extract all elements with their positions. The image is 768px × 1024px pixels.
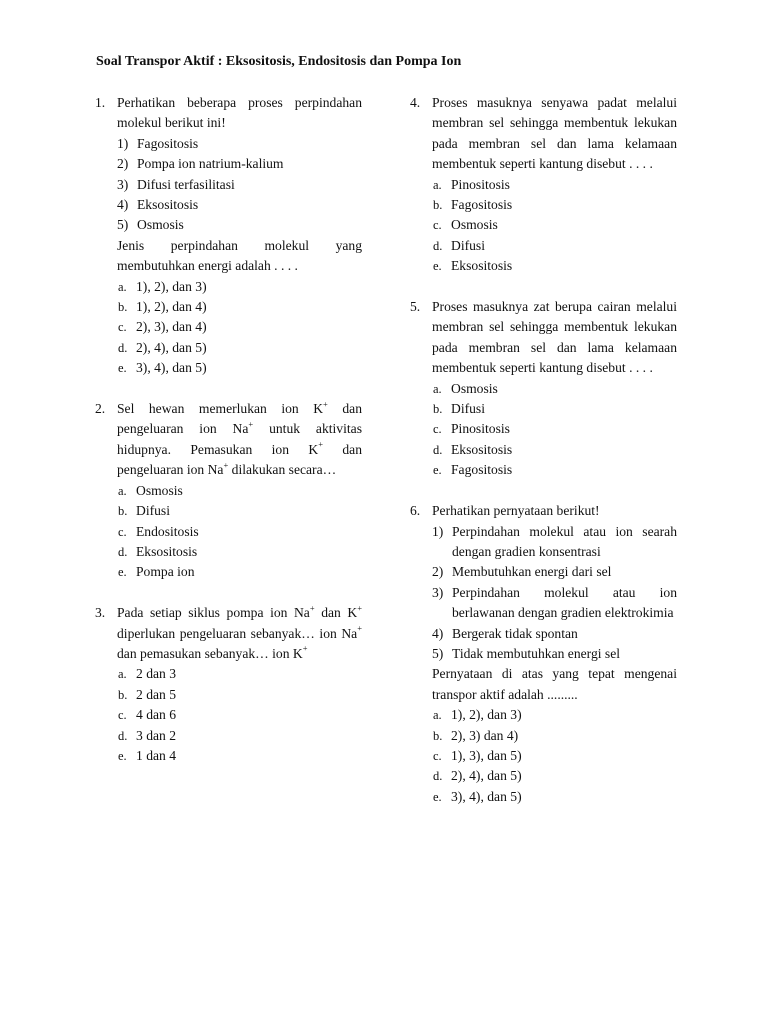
item-text: Pompa ion natrium-kalium — [137, 156, 284, 172]
answer-option-a — [432, 705, 677, 725]
option-text: Pinositosis — [451, 421, 510, 437]
option-text: Osmosis — [451, 217, 498, 233]
question-2 — [95, 399, 362, 583]
option-text: 1), 2), dan 4) — [136, 299, 207, 315]
option-text: 2), 3), dan 4) — [136, 319, 207, 335]
page-title: Soal Transpor Aktif : Eksositosis, Endositosis dan Pompa Ion — [96, 54, 462, 69]
option-text: Difusi — [451, 401, 485, 417]
option-text: 3), 4), dan 5) — [136, 360, 207, 376]
question-prompt: Pernyataan di atas yang tepat mengenai transpor aktif adalah ......... — [432, 666, 677, 702]
option-text: 1), 2), dan 3) — [136, 278, 207, 294]
option-text: Eksositosis — [451, 441, 513, 457]
answer-option-e — [432, 256, 677, 276]
item-text: Fagositosis — [137, 135, 199, 151]
option-letter: a. — [118, 279, 127, 294]
question-stem: Proses masuknya senyawa padat melalui membran sel sehingga membentuk lekukan pada membran sel dan lama kelamaan membentuk seperti kantung disebut . . . . — [432, 95, 677, 172]
item-text: Membutuhkan energi dari sel — [452, 564, 612, 580]
question-number: 6. — [410, 503, 421, 519]
option-letter: c. — [433, 422, 442, 437]
question-number: 5. — [410, 299, 421, 315]
question-number: 4. — [410, 95, 421, 110]
option-letter: c. — [433, 218, 442, 233]
answer-option-e — [117, 358, 362, 378]
option-text: Eksositosis — [451, 258, 513, 274]
answer-option-b — [117, 297, 362, 317]
item-number: 3) — [432, 584, 444, 600]
option-text: Difusi — [136, 503, 170, 519]
answer-option-d — [117, 542, 362, 562]
option-letter: b. — [118, 300, 128, 315]
option-letter: d. — [118, 728, 128, 743]
answer-option-b — [117, 501, 362, 521]
item-number: 2) — [117, 156, 129, 172]
option-letter: a. — [118, 667, 127, 682]
question-6 — [410, 501, 677, 807]
option-letter: d. — [118, 544, 128, 559]
answer-option-c — [117, 705, 362, 725]
question-3 — [95, 603, 362, 766]
question-number: 3. — [95, 605, 106, 621]
item-number: 1) — [117, 135, 129, 151]
question-1 — [95, 93, 362, 379]
option-letter: c. — [118, 524, 127, 539]
option-letter: b. — [433, 402, 443, 417]
item-text: Tidak membutuhkan energi sel — [452, 645, 621, 661]
option-text: Difusi — [451, 237, 485, 253]
option-letter: c. — [118, 708, 127, 723]
answer-option-c — [432, 746, 677, 766]
answer-option-c — [117, 522, 362, 542]
answer-option-b — [432, 399, 677, 419]
option-text: Osmosis — [136, 482, 183, 498]
answer-option-a — [432, 379, 677, 399]
option-letter: e. — [118, 565, 127, 580]
answer-options — [117, 664, 362, 766]
list-item — [432, 583, 677, 624]
answer-option-d — [117, 726, 362, 746]
answer-option-a — [117, 664, 362, 684]
option-text: Pompa ion — [136, 564, 195, 580]
answer-options — [432, 175, 677, 277]
list-item — [117, 195, 362, 215]
option-letter: b. — [118, 504, 128, 519]
item-text: Perpindahan molekul atau ion searah dengan gradien konsentrasi — [452, 523, 677, 559]
item-text: Bergerak tidak spontan — [452, 625, 578, 641]
option-letter: e. — [433, 259, 442, 274]
question-stem: Sel hewan memerlukan ion K+ dan pengeluaran ion Na+ untuk aktivitas hidupnya. Pemasukan ion K+ dan pengeluaran ion Na+ dilakukan secara… — [117, 398, 362, 478]
option-letter: d. — [433, 238, 443, 253]
list-item — [432, 562, 677, 582]
item-number: 3) — [117, 176, 129, 192]
item-number: 5) — [117, 217, 129, 233]
answer-option-b — [432, 726, 677, 746]
list-item — [432, 624, 677, 644]
option-letter: a. — [433, 708, 442, 723]
option-letter: d. — [118, 340, 128, 355]
answer-option-d — [432, 236, 677, 256]
question-5 — [410, 297, 677, 481]
list-item — [117, 154, 362, 174]
option-text: 1), 3), dan 5) — [451, 747, 522, 763]
question-4 — [410, 93, 677, 277]
answer-option-b — [117, 685, 362, 705]
option-letter: d. — [433, 442, 443, 457]
statement-list — [432, 522, 677, 665]
answer-option-d — [117, 338, 362, 358]
question-stem: Pada setiap siklus pompa ion Na+ dan K+ diperlukan pengeluaran sebanyak… ion Na+ dan pemasukan sebanyak… ion K+ — [117, 602, 362, 661]
question-number: 1. — [95, 95, 106, 110]
answer-option-c — [117, 317, 362, 337]
answer-options — [432, 379, 677, 481]
left-column — [95, 93, 362, 787]
option-letter: e. — [118, 748, 127, 763]
answer-option-a — [117, 481, 362, 501]
answer-option-e — [117, 746, 362, 766]
answer-option-d — [432, 440, 677, 460]
list-item — [432, 644, 677, 664]
option-letter: d. — [433, 769, 443, 784]
item-number: 4) — [117, 197, 129, 213]
option-letter: a. — [433, 177, 442, 192]
option-letter: b. — [433, 198, 443, 213]
option-text: 1 dan 4 — [136, 747, 177, 763]
option-letter: a. — [433, 381, 442, 396]
question-number: 2. — [95, 401, 106, 417]
question-stem: Perhatikan pernyataan berikut! — [432, 503, 600, 519]
option-text: 1), 2), dan 3) — [451, 707, 522, 723]
list-item — [117, 134, 362, 154]
option-text: Endositosis — [136, 523, 199, 539]
option-text: Eksositosis — [136, 543, 198, 559]
option-letter: c. — [433, 748, 442, 763]
option-text: 2), 4), dan 5) — [136, 339, 207, 355]
list-item — [432, 522, 677, 563]
item-text: Difusi terfasilitasi — [137, 176, 235, 192]
option-text: 2 dan 3 — [136, 666, 177, 682]
answer-option-c — [432, 419, 677, 439]
item-number: 1) — [432, 523, 444, 539]
question-stem: Perhatikan beberapa proses perpindahan molekul berikut ini! — [117, 95, 362, 131]
answer-option-e — [432, 460, 677, 480]
item-text: Osmosis — [137, 217, 184, 233]
option-text: 3), 4), dan 5) — [451, 788, 522, 804]
option-text: Fagositosis — [451, 197, 513, 213]
option-letter: a. — [118, 483, 127, 498]
option-text: Osmosis — [451, 380, 498, 396]
right-column — [410, 93, 677, 828]
option-letter: b. — [118, 687, 128, 702]
item-number: 5) — [432, 645, 444, 661]
option-text: 2), 4), dan 5) — [451, 768, 522, 784]
option-text: Fagositosis — [451, 462, 513, 478]
option-letter: c. — [118, 320, 127, 335]
process-list — [117, 134, 362, 236]
option-text: 2), 3) dan 4) — [451, 727, 519, 743]
item-number: 2) — [432, 564, 444, 580]
item-text: Perpindahan molekul atau ion berlawanan dengan gradien elektrokimia — [452, 584, 677, 621]
answer-option-c — [432, 215, 677, 235]
answer-option-e — [117, 562, 362, 582]
answer-options — [432, 705, 677, 807]
answer-option-b — [432, 195, 677, 215]
item-text: Eksositosis — [137, 197, 199, 213]
list-item — [117, 215, 362, 235]
item-number: 4) — [432, 625, 444, 641]
option-text: Pinositosis — [451, 176, 510, 192]
answer-option-a — [432, 175, 677, 195]
option-text: 2 dan 5 — [136, 686, 177, 702]
answer-options — [117, 277, 362, 379]
option-letter: e. — [433, 789, 442, 804]
question-prompt: Jenis perpindahan molekul yang membutuhkan energi adalah . . . . — [117, 237, 362, 274]
question-stem: Proses masuknya zat berupa cairan melalui membran sel sehingga membentuk lekukan pada membran sel dan lama kelamaan membentuk seperti kantung disebut . . . . — [432, 299, 677, 376]
list-item — [117, 175, 362, 195]
answer-options — [117, 481, 362, 583]
answer-option-a — [117, 277, 362, 297]
option-text: 3 dan 2 — [136, 727, 177, 743]
answer-option-e — [432, 787, 677, 807]
option-letter: e. — [118, 361, 127, 376]
option-letter: b. — [433, 728, 443, 743]
option-text: 4 dan 6 — [136, 707, 177, 723]
option-letter: e. — [433, 463, 442, 478]
answer-option-d — [432, 766, 677, 786]
